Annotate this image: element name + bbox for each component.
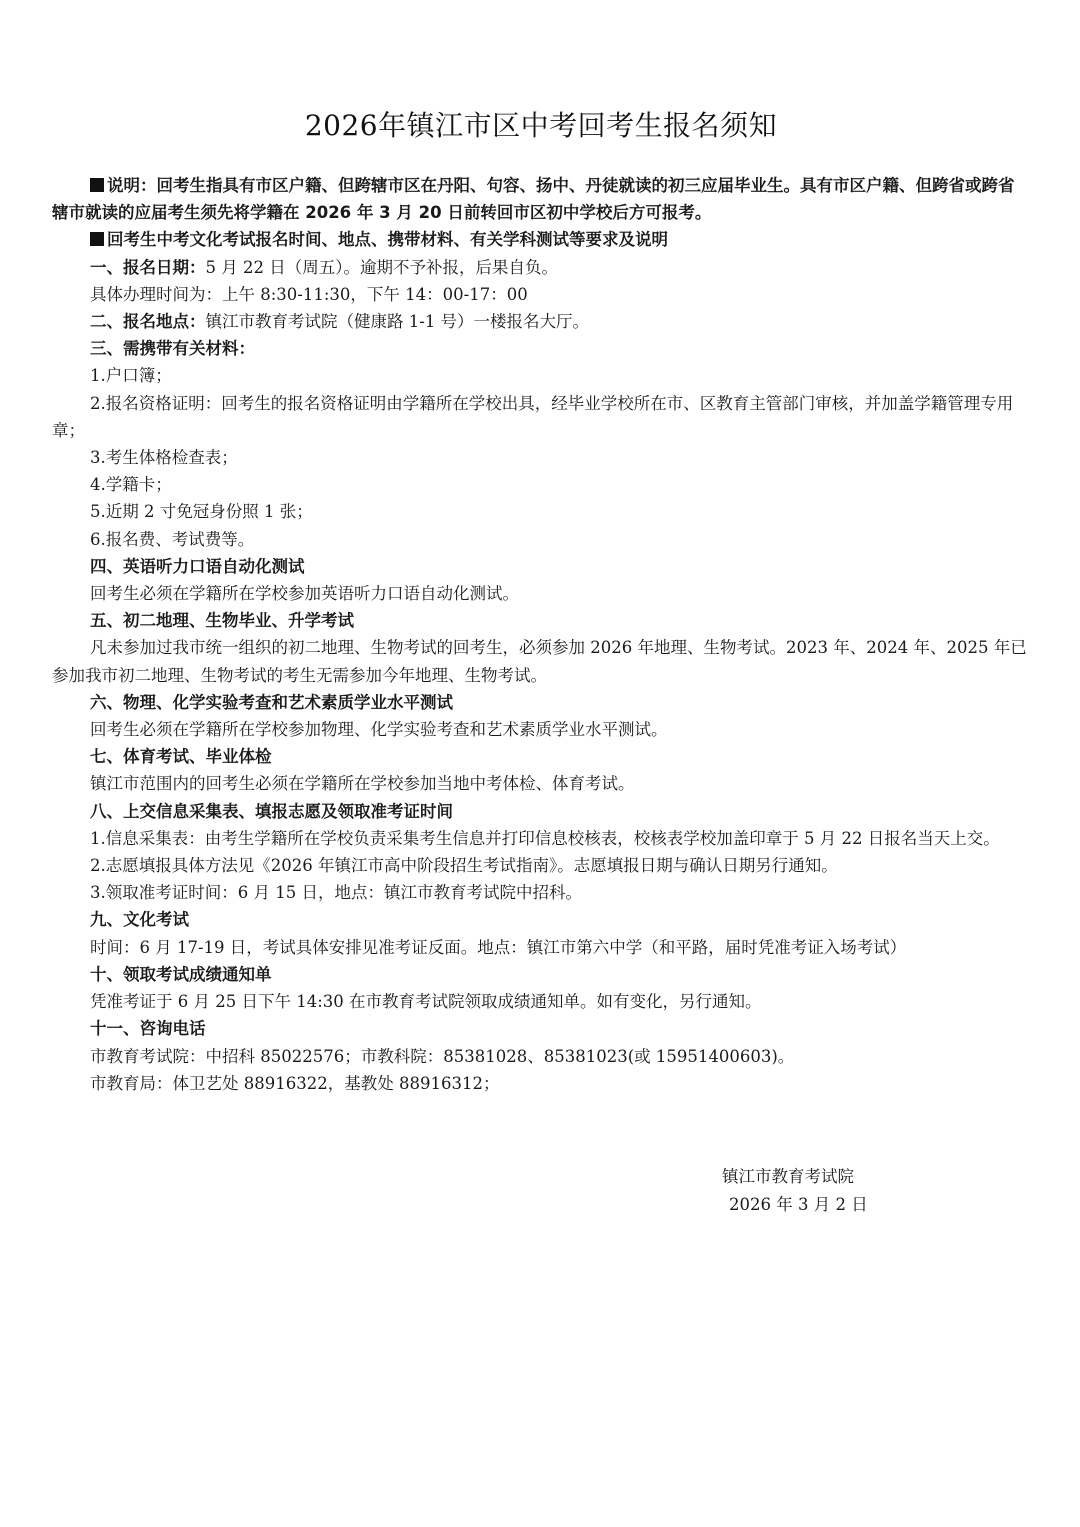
signature-org: 镇江市教育考试院: [722, 1167, 854, 1186]
intro-heading: [52, 226, 1030, 253]
section-1: [52, 254, 1030, 281]
section-8-item: 2.志愿填报具体方法见《2026 年镇江市高中阶段招生考试指南》。志愿填报日期与确认日期另行通知。: [90, 856, 838, 876]
intro-text: 说明：回考生指具有市区户籍、但跨辖市区在丹阳、句容、扬中、丹徒就读的初三应届毕业生。具有市区户籍、但跨省或跨省辖市就读的应届考生须先将学籍在 2026 年 3 月 20 日前转回市区初中学校后方可报考。: [52, 176, 1015, 223]
section-2-label: 二、报名地点：: [90, 312, 206, 332]
section-5-text: 凡未参加过我市统一组织的初二地理、生物考试的回考生，必须参加 2026 年地理、生物考试。2023 年、2024 年、2025 年已参加我市初二地理、生物考试的考生无需参加今年地理、生物考试。: [52, 638, 1027, 685]
section-3-item: 6.报名费、考试费等。: [90, 529, 255, 549]
section-6-text: 回考生必须在学籍所在学校参加物理、化学实验考查和艺术素质学业水平测试。: [90, 720, 668, 740]
section-4-text: 回考生必须在学籍所在学校参加英语听力口语自动化测试。: [90, 584, 519, 604]
section-3-item: 2.报名资格证明：回考生的报名资格证明由学籍所在学校出具，经毕业学校所在市、区教育主管部门审核，并加盖学籍管理专用章；: [52, 393, 1014, 440]
section-11-item: 市教育考试院：中招科 85022576；市教科院：85381028、85381023(或 15951400603)。: [90, 1046, 795, 1066]
square-bullet-icon: [90, 232, 104, 246]
section-9-label: 九、文化考试: [90, 910, 189, 930]
intro-paragraph: [52, 172, 1030, 226]
section-1-label: 一、报名日期：: [90, 257, 206, 277]
section-11-label: 十一、咨询电话: [90, 1019, 206, 1039]
section-3-label: 三、需携带有关材料：: [90, 339, 255, 359]
section-4-label: 四、英语听力口语自动化测试: [90, 556, 305, 576]
square-bullet-icon: [90, 178, 104, 192]
section-2-text: 镇江市教育考试院（健康路 1-1 号）一楼报名大厅。: [205, 312, 590, 332]
section-11-item: 市教育局：体卫艺处 88916322，基教处 88916312；: [90, 1073, 500, 1093]
section-1-hours: 具体办理时间为：上午 8:30-11:30，下午 14：00-17：00: [90, 284, 528, 304]
section-3-item: 5.近期 2 寸免冠身份照 1 张；: [90, 502, 313, 522]
section-7-text: 镇江市范围内的回考生必须在学籍所在学校参加当地中考体检、体育考试。: [90, 774, 635, 794]
section-6-label: 六、物理、化学实验考查和艺术素质学业水平测试: [90, 692, 453, 712]
section-3-item: 3.考生体格检查表；: [90, 448, 238, 468]
signature-date: 2026 年 3 月 2 日: [729, 1195, 868, 1214]
section-2: [52, 308, 1030, 335]
section-3-item: 1.户口簿；: [90, 366, 172, 386]
section-8-item: 3.领取准考证时间：6 月 15 日，地点：镇江市教育考试院中招科。: [90, 883, 582, 903]
section-8-item: 1.信息采集表：由考生学籍所在学校负责采集考生信息并打印信息校核表，校核表学校加盖印章于 5 月 22 日报名当天上交。: [90, 828, 1000, 848]
section-5-label: 五、初二地理、生物毕业、升学考试: [90, 611, 354, 631]
section-10-label: 十、领取考试成绩通知单: [90, 964, 272, 984]
section-9-text: 时间：6 月 17-19 日，考试具体安排见准考证反面。地点：镇江市第六中学（和平路，届时凭准考证入场考试）: [90, 937, 907, 957]
section-8-label: 八、上交信息采集表、填报志愿及领取准考证时间: [90, 801, 453, 821]
section-3-item: 4.学籍卡；: [90, 475, 172, 495]
section-7-label: 七、体育考试、毕业体检: [90, 747, 272, 767]
document-title: 2026年镇江市区中考回考生报名须知: [304, 109, 778, 142]
section-10-text: 凭准考证于 6 月 25 日下午 14:30 在市教育考试院领取成绩通知单。如有变化，另行通知。: [90, 992, 762, 1012]
intro-heading-text: 回考生中考文化考试报名时间、地点、携带材料、有关学科测试等要求及说明: [107, 230, 668, 250]
section-1-text: 5 月 22 日（周五）。逾期不予补报，后果自负。: [205, 257, 558, 277]
